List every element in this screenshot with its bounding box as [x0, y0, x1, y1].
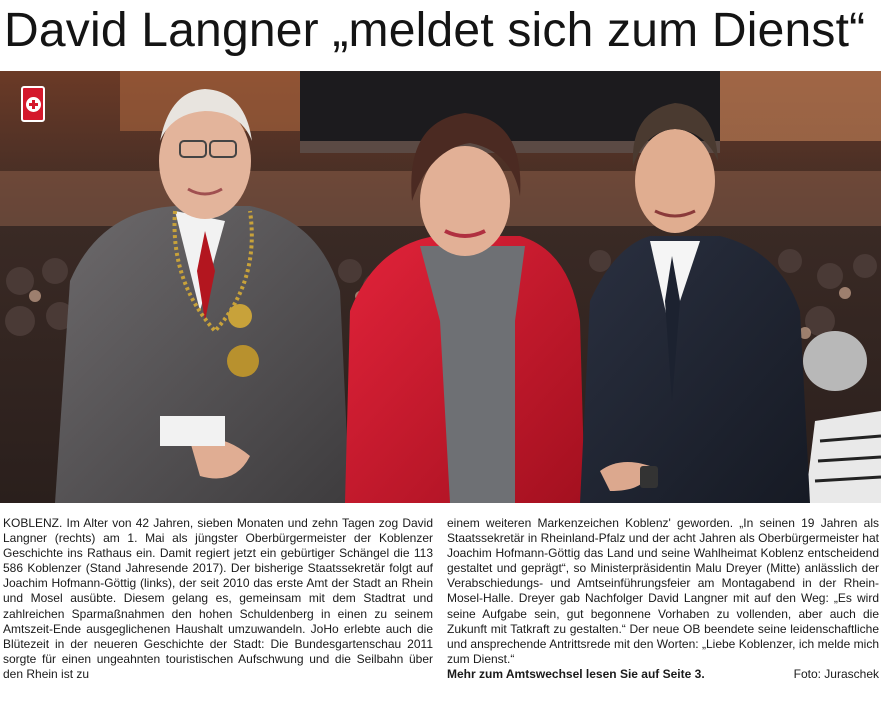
article-right-column — [447, 516, 879, 682]
headline: David Langner „meldet sich zum Dienst“ — [4, 4, 866, 57]
photo-credit: Foto: Juraschek — [793, 666, 879, 681]
left-column-text: Im Alter von 42 Jahren, sieben Monaten und zehn Tagen zog David Langner (rechts) am 1. Mai als jüngster Oberbürgermeister der Koblenzer Geschichte ins Rathaus ein. Damit regiert jetzt ein gebürtiger Schängel die 113 586 Koblenzer (Stand Jahresende 2017). Der bisherige Staatssekretär folgt auf Joachim Hofmann-Göttig (links), der seit 2010 das erste Amt der Stadt an Rhein und Mosel ausübte. Diesem gelang es, gemeinsam mit dem Stadtrat und zahlreichen Sparmaßnahmen den hohen Schuldenberg in einen zu seinem Amtszeit-Ende ausgeglichenen Haushalt umzuwandeln. JoHo erlebte auch die Blütezeit in der neueren Geschichte der Stadt: Die Bundesgartenschau 2011 sorgte für einen ungeahnten touristischen Aufschwung und die Seilbahn über den Rhein ist zu — [3, 516, 433, 681]
dateline: KOBLENZ. — [3, 516, 63, 530]
article-photo — [0, 71, 881, 503]
credit-line — [447, 667, 879, 682]
right-column-text: einem weiteren Markenzeichen Koblenz' geworden. „In seinen 19 Jahren als Staatssekretär in Rheinland-Pfalz und der acht Jahren als Oberbürgermeister hat Joachim Hofmann-Göttig das Land und seine Wahlheimat Koblenz entscheidend gestaltet und geprägt“, so Ministerpräsidentin Malu Dreyer (Mitte) anlässlich der Verabschiedungs- und Amtseinführungsfeier am Montagabend in der Rhein-Mosel-Halle. Dreyer gab Nachfolger David Langner mit auf den Weg: „Es wird seine Aufgabe sein, gut begonnene Vorhaben zu vollenden, aber auch die Zukunft mit Tatkraft zu gestalten.“ Der neue OB beendete seine leidenschaftliche und ansprechende Antrittsrede mit den Worten: „Liebe Koblenzer, ich melde mich zum Dienst.“ — [447, 516, 879, 666]
plus-icon — [26, 97, 41, 112]
article-left-column — [3, 516, 433, 682]
more-link[interactable]: Mehr zum Amtswechsel lesen Sie auf Seite 3. — [447, 666, 705, 681]
plus-badge-icon[interactable] — [21, 86, 45, 122]
